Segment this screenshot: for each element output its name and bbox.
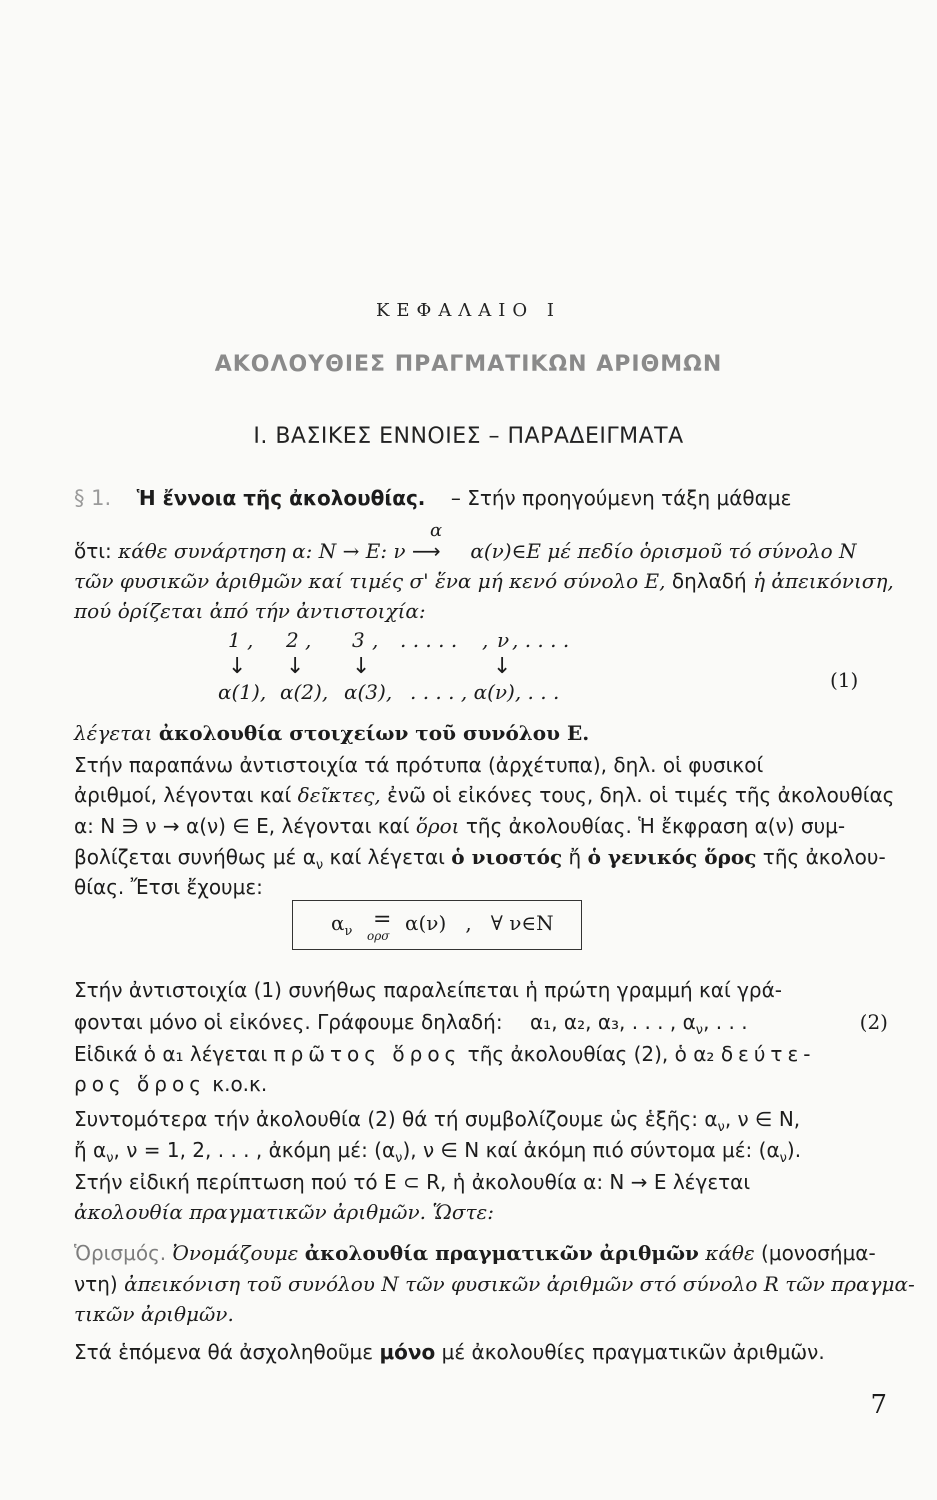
section-mark: § 1. <box>74 486 112 510</box>
para3-line2 <box>74 1007 904 1037</box>
text-span: α(ν)∈E μέ πεδίο ὁρισμοῦ τό σύνολο N <box>470 539 857 563</box>
text-span: μέ ἀκολουθίες πραγματικῶν ἀριθμῶν. <box>435 1340 825 1364</box>
seq-comma: , <box>247 628 254 652</box>
text-span: ἀριθμοί, λέγονται καί <box>74 783 298 807</box>
term-italic: δεῖκτες, <box>297 783 381 807</box>
seq-index: 3 <box>352 628 365 652</box>
text-span: ), ν ∈ N καί ἀκόμη πιό σύντομα μέ: (α <box>402 1138 780 1162</box>
para2-line6: θίας. Ἔτσι ἔχουμε: <box>74 875 263 899</box>
seq-comma: , <box>482 628 489 652</box>
arrow-label: α <box>429 520 443 541</box>
para3-line3 <box>74 1039 904 1069</box>
text-span: α: N ∋ ν → α(ν) ∈ E, λέγονται καί <box>74 814 416 838</box>
subscript: ν <box>315 858 324 873</box>
equation-number: (2) <box>859 1010 888 1034</box>
text-span: α <box>331 911 345 935</box>
boxed-definition-equation <box>292 900 582 950</box>
text-span: δηλαδή <box>671 569 747 593</box>
para1-line4: πού ὁρίζεται ἀπό τήν ἀντιστοιχία: <box>74 599 426 623</box>
text-span: τῆς ἀκολουθίας. Ἡ ἔκφραση α(ν) συμ- <box>459 814 846 838</box>
text-span: ἀπεικόνιση τοῦ συνόλου N τῶν φυσικῶν ἀριθμῶν στό σύνολο R τῶν πραγμα- <box>124 1272 915 1296</box>
equation-number: (1) <box>830 668 859 692</box>
text-span: φονται μόνο οἱ εἰκόνες. Γράφουμε δηλαδή: <box>74 1010 503 1034</box>
section-title: Ι. ΒΑΣΙΚΕΣ ΕΝΝΟΙΕΣ – ΠΑΡΑΔΕΙΓΜΑΤΑ <box>253 424 684 449</box>
definition-line2 <box>74 1269 915 1299</box>
seq-image: α(3), <box>344 680 393 704</box>
term-italic: ὅροι <box>415 814 460 838</box>
text-span: α₁, α₂, α₃, . . . , α <box>530 1010 696 1034</box>
subscript: ν <box>106 1151 114 1166</box>
text-span: ἤ <box>562 845 588 869</box>
page-number: 7 <box>870 1390 887 1420</box>
seq-image: α(1), <box>218 680 267 704</box>
text-span: κάθε <box>698 1241 762 1265</box>
term-bold: ἀκολουθία πραγματικῶν ἀριθμῶν <box>304 1241 699 1265</box>
text-span: ). <box>786 1138 802 1162</box>
term-spaced: πρῶτος ὅρος <box>273 1042 462 1066</box>
text-span: – Στήν προηγούμενη τάξη μάθαμε <box>450 486 792 510</box>
eq-sign: = <box>373 907 392 932</box>
term-spaced: ρος ὅρος <box>74 1072 206 1096</box>
text-span: , ν ∈ N, <box>724 1107 801 1131</box>
term-bold: ὁ νιοστός <box>451 845 563 869</box>
text-span: ἐνῶ οἱ εἰκόνες τους, δηλ. οἱ τιμές τῆς ἀκολουθίας <box>380 783 895 807</box>
chapter-title: ΑΚΟΛΟΥΘΙΕΣ ΠΡΑΓΜΑΤΙΚΩΝ ΑΡΙΘΜΩΝ <box>214 352 723 377</box>
text-span: ντη) <box>74 1272 125 1296</box>
term-bold: ὁ γενικός ὅρος <box>587 845 757 869</box>
eq-rhs: α(ν) , ∀ ν∈N <box>405 911 554 935</box>
text-span: κάθε συνάρτηση α: N → E: ν <box>118 539 406 563</box>
seq-index: ν <box>497 628 510 652</box>
para2-line4 <box>74 811 904 841</box>
subscript: ν <box>344 924 353 939</box>
para2-line1 <box>74 718 904 748</box>
text-span: κ.ο.κ. <box>205 1072 268 1096</box>
text-span: Συντομότερα τήν ἀκολουθία (2) θά τή συμβολίζουμε ὡς ἑξῆς: α <box>74 1107 718 1131</box>
mapping-arrow: α ⟶ <box>412 536 464 566</box>
eq-label: ορσ <box>367 929 390 943</box>
down-arrow-icon: ↓ <box>493 654 512 679</box>
text-span: λέγεται <box>74 721 159 745</box>
text-span: βολίζεται συνήθως μέ α <box>74 845 316 869</box>
seq-image: α(2), <box>280 680 329 704</box>
text-span: ὅτι: <box>74 539 119 563</box>
section-heading: Ἡ ἔννοια τῆς ἀκολουθίας. <box>136 486 426 510</box>
text-span: Στά ἑπόμενα θά ἀσχοληθοῦμε <box>74 1340 380 1364</box>
text-span: , . . . <box>703 1010 748 1034</box>
term-bold: μόνο <box>379 1340 436 1364</box>
para3-line4 <box>74 1069 904 1099</box>
para2-line2: Στήν παραπάνω ἀντιστοιχία τά πρότυπα (ἀρχέτυπα), δηλ. οἱ φυσικοί <box>74 753 764 777</box>
text-span: (μονοσήμα- <box>761 1241 876 1265</box>
text-span: Εἰδικά ὁ α₁ λέγεται <box>74 1042 274 1066</box>
para3-line1: Στήν ἀντιστοιχία (1) συνήθως παραλείπεται ἡ πρώτη γραμμή καί γρά- <box>74 978 783 1002</box>
subscript: ν <box>395 1151 403 1166</box>
text-span: τῆς ἀκολουθίας (2), ὁ α₂ <box>461 1042 721 1066</box>
text-span: ἤ α <box>74 1138 107 1162</box>
seq-index: 1 <box>228 628 241 652</box>
definition-line3: τικῶν ἀριθμῶν. <box>74 1302 234 1326</box>
seq-dots: , . . . . <box>512 628 570 652</box>
text-span: καί λέγεται <box>323 845 452 869</box>
text-span: τῆς ἀκολου- <box>756 845 886 869</box>
down-arrow-icon: ↓ <box>352 654 371 679</box>
text-span: , ν = 1, 2, . . . , ἀκόμη μέ: (α <box>113 1138 396 1162</box>
eq-lhs <box>331 911 352 939</box>
text-span: τῶν φυσικῶν ἀριθμῶν καί τιμές σ' ἕνα μή κενό σύνολο E, <box>74 569 672 593</box>
definition-label: Ὁρισμός. <box>74 1241 167 1265</box>
seq-comma: , <box>372 628 379 652</box>
subscript: ν <box>695 1023 704 1038</box>
subscript: ν <box>717 1120 725 1135</box>
text-span: Ὀνομάζουμε <box>166 1241 305 1265</box>
down-arrow-icon: ↓ <box>286 654 305 679</box>
para1-line1 <box>74 483 904 513</box>
para1-line2 <box>74 520 904 566</box>
para4-line3: Στήν εἰδική περίπτωση πού τό E ⊂ R, ἡ ἀκολουθία α: N → E λέγεται <box>74 1170 751 1194</box>
text-span: ἡ ἀπεικόνιση, <box>753 569 894 593</box>
para2-line3 <box>74 780 904 810</box>
chapter-label: ΚΕΦΑΛΑΙΟ Ι <box>375 300 562 321</box>
seq-image: . . . . , α(ν), . . . <box>410 680 560 704</box>
seq-index: 2 <box>286 628 299 652</box>
term-bold: ἀκολουθία στοιχείων τοῦ συνόλου E. <box>158 721 590 745</box>
definition-line1 <box>74 1238 904 1268</box>
closing-line <box>74 1337 904 1367</box>
subscript: ν <box>779 1151 787 1166</box>
down-arrow-icon: ↓ <box>228 654 247 679</box>
seq-dots: . . . . . <box>400 628 458 652</box>
para1-line3 <box>74 566 904 596</box>
para4-line4: ἀκολουθία πραγματικῶν ἀριθμῶν. Ὥστε: <box>74 1200 495 1224</box>
seq-comma: , <box>305 628 312 652</box>
term-spaced: δεύτε- <box>720 1042 816 1066</box>
